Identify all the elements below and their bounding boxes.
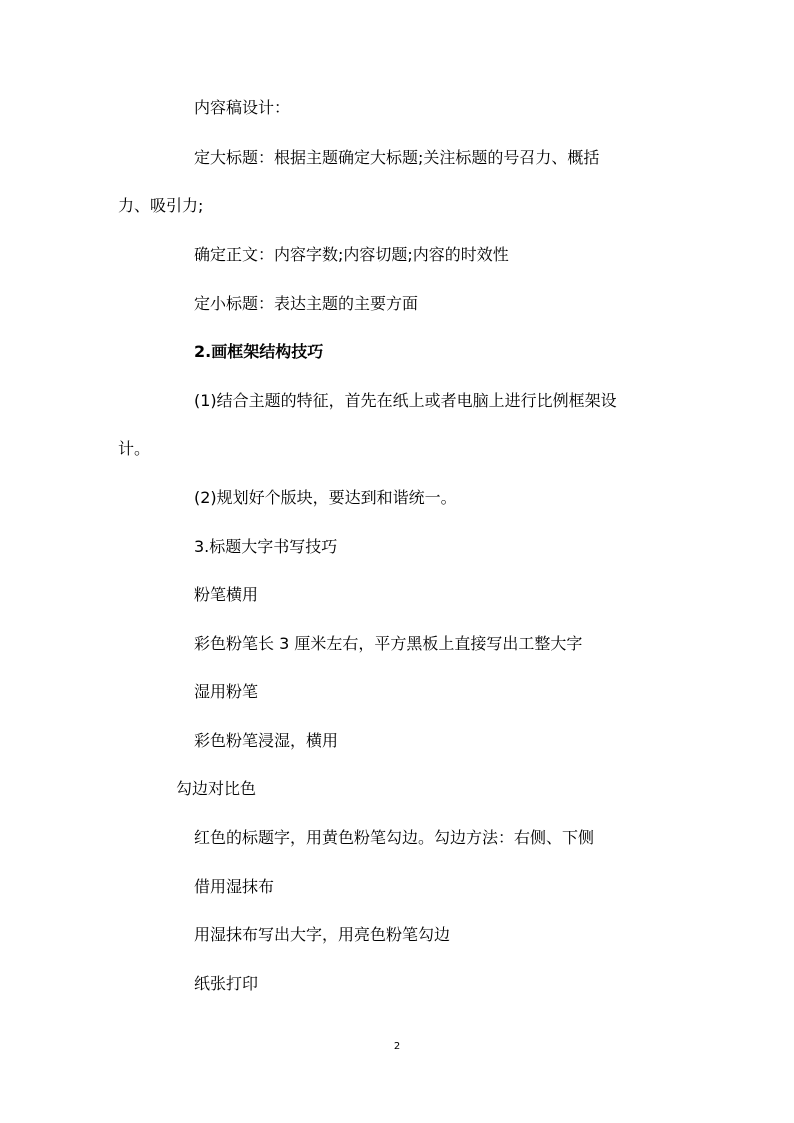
text-line: 勾边对比色 bbox=[176, 779, 257, 798]
text-line: (2)规划好个版块，要达到和谐统一。 bbox=[194, 488, 457, 507]
text-line: 力、吸引力; bbox=[118, 196, 204, 215]
section-heading: 3.标题大字书写技巧 bbox=[194, 537, 338, 556]
text-line: 红色的标题字，用黄色粉笔勾边。勾边方法：右侧、下侧 bbox=[194, 828, 595, 847]
text-line: 彩色粉笔长 3 厘米左右，平方黑板上直接写出工整大字 bbox=[194, 634, 583, 653]
text-line: (1)结合主题的特征，首先在纸上或者电脑上进行比例框架设 bbox=[194, 391, 617, 410]
text-line: 计。 bbox=[118, 439, 151, 458]
section-heading: 2.画框架结构技巧 bbox=[194, 342, 324, 361]
text-line: 定大标题：根据主题确定大标题;关注标题的号召力、概括 bbox=[194, 148, 600, 167]
text-line: 确定正文：内容字数;内容切题;内容的时效性 bbox=[194, 245, 509, 264]
text-line: 内容稿设计： bbox=[194, 98, 291, 117]
text-line: 用湿抹布写出大字，用亮色粉笔勾边 bbox=[194, 925, 451, 944]
text-line: 定小标题：表达主题的主要方面 bbox=[194, 294, 419, 313]
text-line: 粉笔横用 bbox=[194, 585, 259, 604]
text-line: 湿用粉笔 bbox=[194, 682, 259, 701]
text-line: 纸张打印 bbox=[194, 974, 259, 993]
text-line: 彩色粉笔浸湿，横用 bbox=[194, 731, 339, 750]
text-line: 借用湿抹布 bbox=[194, 877, 275, 896]
page-number: 2 bbox=[393, 1041, 401, 1052]
